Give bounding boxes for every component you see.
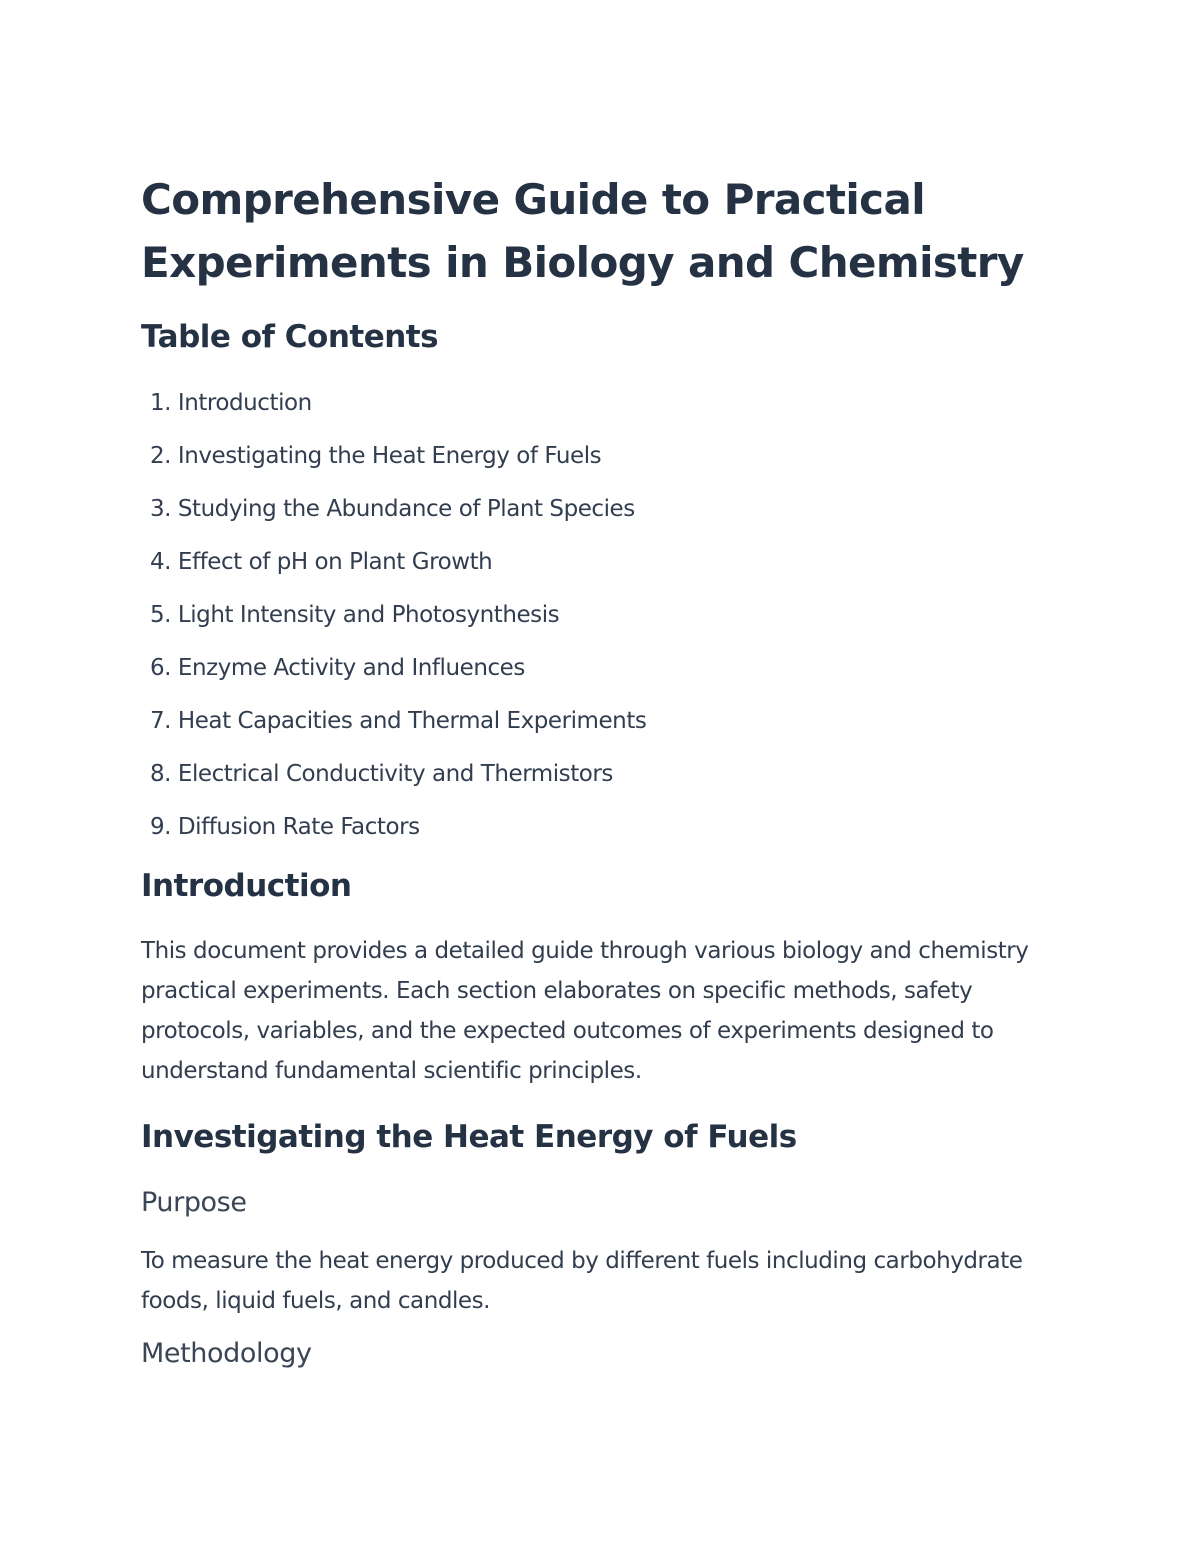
document-page (141, 168, 1041, 1372)
fuels-section-heading: Investigating the Heat Energy of Fuels (141, 1119, 797, 1155)
toc-heading: Table of Contents (141, 319, 439, 355)
toc-item-electrical-conductivity[interactable] (141, 759, 1041, 812)
toc-item-introduction[interactable] (141, 388, 1041, 441)
toc-item-label: Electrical Conductivity and Thermistors (177, 761, 613, 787)
toc-item-number: 6. (149, 655, 171, 681)
toc-item-number: 7. (149, 708, 171, 734)
toc-item-label: Light Intensity and Photosynthesis (177, 602, 560, 628)
toc-item-number: 3. (149, 496, 171, 522)
toc-item-number: 9. (149, 814, 171, 840)
toc-item-diffusion-rate[interactable] (141, 812, 1041, 865)
toc-item-label: Enzyme Activity and Influences (177, 655, 525, 681)
toc-item-label: Introduction (177, 390, 312, 416)
toc-item-number: 2. (149, 443, 171, 469)
methodology-heading: Methodology (141, 1338, 312, 1369)
toc-item-label: Heat Capacities and Thermal Experiments (177, 708, 647, 734)
introduction-paragraph: This document provides a detailed guide through various biology and chemistry practical experiments. Each section elaborates on specific methods, safety protocols, variables, and the expected outcomes of experiments designed to understand fundamental scientific principles. (141, 938, 1029, 1084)
document-title: Comprehensive Guide to Practical Experiments in Biology and Chemistry (141, 175, 1024, 287)
toc-item-ph-plant-growth[interactable] (141, 547, 1041, 600)
toc-item-photosynthesis[interactable] (141, 600, 1041, 653)
purpose-paragraph: To measure the heat energy produced by different fuels including carbohydrate foods, liquid fuels, and candles. (141, 1248, 1023, 1314)
toc-item-label: Investigating the Heat Energy of Fuels (177, 443, 602, 469)
table-of-contents (141, 388, 1041, 865)
toc-item-number: 8. (149, 761, 171, 787)
introduction-heading: Introduction (141, 868, 352, 904)
toc-item-number: 4. (149, 549, 171, 575)
toc-item-plant-species[interactable] (141, 494, 1041, 547)
purpose-heading: Purpose (141, 1187, 247, 1218)
toc-item-enzyme-activity[interactable] (141, 653, 1041, 706)
toc-item-label: Effect of pH on Plant Growth (177, 549, 493, 575)
toc-item-number: 1. (149, 390, 171, 416)
toc-item-heat-energy-fuels[interactable] (141, 441, 1041, 494)
toc-item-label: Studying the Abundance of Plant Species (177, 496, 635, 522)
toc-item-label: Diffusion Rate Factors (177, 814, 420, 840)
toc-item-heat-capacities[interactable] (141, 706, 1041, 759)
toc-item-number: 5. (149, 602, 171, 628)
